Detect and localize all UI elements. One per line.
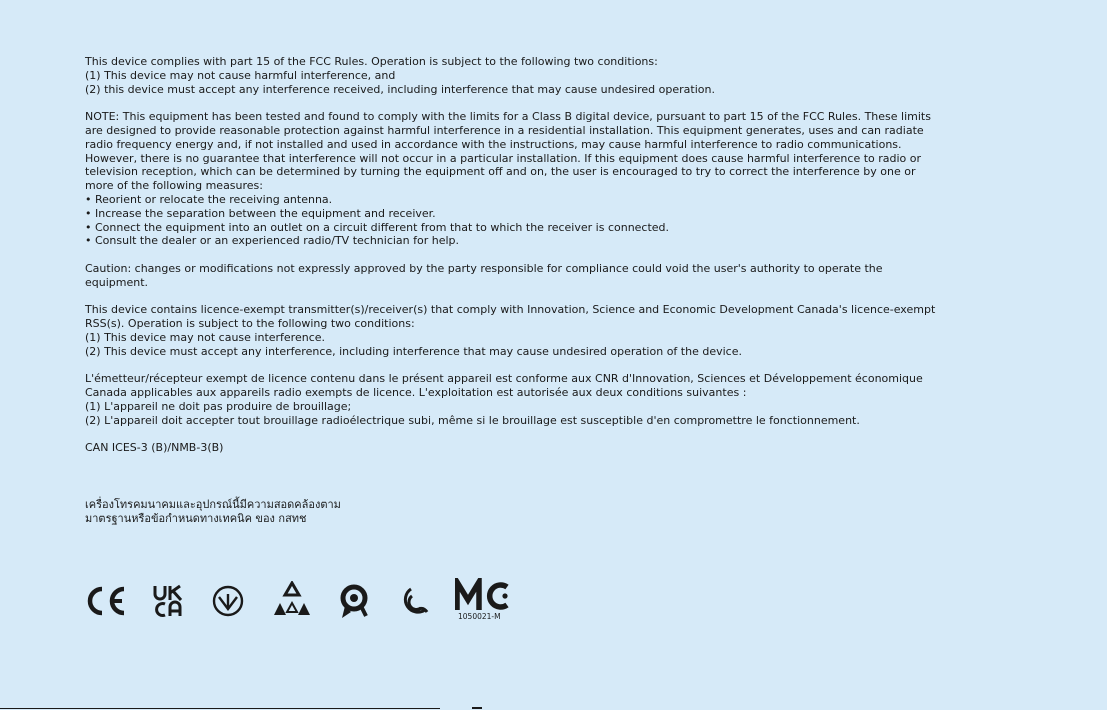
fcc-line: This device complies with part 15 of the FCC Rules. Operation is subject to the following two conditions: <box>85 55 658 68</box>
ices-statement <box>85 441 1005 455</box>
note-bullet: • Consult the dealer or an experienced radio/TV technician for help. <box>85 234 460 248</box>
ised-en-line: (1) This device may not cause interference. <box>85 330 326 344</box>
ised-fr-line: (2) L'appareil doit accepter tout brouillage radioélectrique subi, même si le brouillage est susceptible d'en compromettre le fonctionnement. <box>85 413 860 427</box>
thai-line: เครื่องโทรคมนาคมและอุปกรณ์นี้มีความสอดคล้องตาม <box>85 498 341 511</box>
certification-marks <box>85 576 525 626</box>
ised-english-statement <box>85 303 1005 358</box>
bottom-marker <box>472 707 482 709</box>
note-line: television reception, which can be determined by turning the equipment off and on, the user is encouraged to try to correct the interference by one or <box>85 165 916 179</box>
fcc-statement <box>85 55 1005 96</box>
ce-mark-icon <box>85 584 127 618</box>
fcc-note <box>85 110 1005 248</box>
regulatory-text <box>85 55 1005 469</box>
ised-en-line: (2) This device must accept any interference, including interference that may cause undesired operation of the device. <box>85 344 742 358</box>
icasa-mark-icon <box>395 584 429 618</box>
caution-line: Caution: changes or modifications not expressly approved by the party responsible for compliance could void the user's authority to operate the <box>85 261 883 275</box>
mc-certificate-number: 1050021-M <box>458 612 501 621</box>
ised-fr-line: (1) L'appareil ne doit pas produire de brouillage; <box>85 399 352 413</box>
bottom-divider <box>0 708 440 709</box>
ised-french-statement <box>85 372 1005 427</box>
ised-en-line: This device contains licence-exempt transmitter(s)/receiver(s) that comply with Innovation, Science and Economic Development Canada's licence-exempt <box>85 303 936 317</box>
fcc-line: (1) This device may not cause harmful interference, and <box>85 68 396 82</box>
note-bullet: • Connect the equipment into an outlet on a circuit different from that to which the receiver is connected. <box>85 220 670 234</box>
note-bullet: • Increase the separation between the equipment and receiver. <box>85 206 436 220</box>
eac-mark-icon <box>211 583 245 619</box>
note-line: However, there is no guarantee that interference will not occur in a particular installation. If this equipment does cause harmful interference to radio or <box>85 151 922 165</box>
a-tick-rcm-icon <box>271 581 313 619</box>
thai-nbtc-statement <box>85 498 341 526</box>
ices-line: CAN ICES-3 (B)/NMB-3(B) <box>85 441 224 455</box>
note-line: NOTE: This equipment has been tested and found to comply with the limits for a Class B digital device, pursuant to part 15 of the FCC Rules. These limits <box>85 110 931 124</box>
note-line: more of the following measures: <box>85 179 263 193</box>
ukca-mark-icon <box>153 584 185 618</box>
mc-mark-icon <box>455 578 511 612</box>
thai-line: มาตรฐานหรือข้อกำหนดทางเทคนิค ของ กสทช <box>85 512 307 525</box>
note-bullet: • Reorient or relocate the receiving antenna. <box>85 192 333 206</box>
ised-fr-line: L'émetteur/récepteur exempt de licence contenu dans le présent appareil est conforme aux CNR d'Innovation, Sciences et Développement économique <box>85 372 923 386</box>
caution-line: equipment. <box>85 275 149 289</box>
ised-en-line: RSS(s). Operation is subject to the following two conditions: <box>85 317 415 331</box>
anatel-mark-icon <box>339 582 369 620</box>
fcc-line: (2) this device must accept any interference received, including interference that may cause undesired operation. <box>85 82 715 96</box>
ised-fr-line: Canada applicables aux appareils radio exempts de licence. L'exploitation est autorisée aux deux conditions suivantes : <box>85 386 747 400</box>
caution-statement <box>85 262 1005 290</box>
note-line: radio frequency energy and, if not installed and used in accordance with the instructions, may cause harmful interference to radio communications. <box>85 137 902 151</box>
note-line: are designed to provide reasonable protection against harmful interference in a residential installation. This equipment generates, uses and can radiate <box>85 123 924 137</box>
